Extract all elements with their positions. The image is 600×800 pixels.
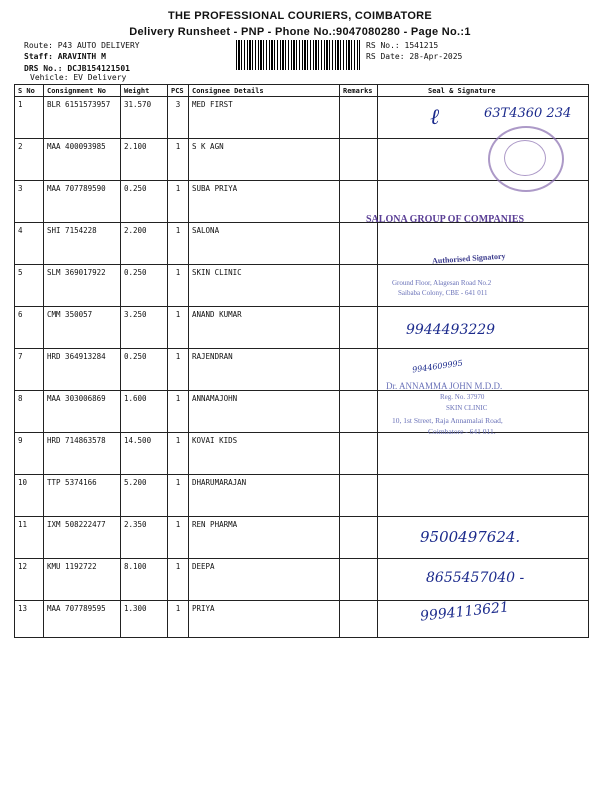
cell-pcs: 1 (168, 517, 189, 559)
handwritten-number-row7: 9944609995 (411, 358, 464, 375)
handwritten-number-row6: 9944493229 (406, 322, 496, 338)
doctor-stamp-address2: Coimbatore - 641 011. (428, 427, 496, 436)
cell-sno: 1 (15, 97, 44, 139)
authorised-signatory-stamp: Authorised Signatory (431, 251, 506, 266)
table-row (15, 391, 589, 433)
cell-weight: 2.200 (121, 223, 168, 265)
cell-sno: 9 (15, 433, 44, 475)
cell-remarks (340, 475, 378, 517)
cell-consignee: S K AGN (189, 139, 340, 181)
col-header-consignee: Consignee Details (189, 85, 340, 97)
salona-address-line1: Ground Floor, Alagesan Road No.2 (392, 279, 492, 287)
cell-remarks (340, 517, 378, 559)
cell-consignment: MAA 707789595 (44, 601, 121, 638)
cell-weight: 3.250 (121, 307, 168, 349)
col-header-weight: Weight (121, 85, 168, 97)
company-title: THE PROFESSIONAL COURIERS, COIMBATORE (167, 10, 433, 22)
cell-consignee: DHARUMARAJAN (189, 475, 340, 517)
drs-label: DRS No.: DCJB154121501 (24, 64, 130, 73)
table-row (15, 307, 589, 349)
cell-sno: 3 (15, 181, 44, 223)
cell-remarks (340, 307, 378, 349)
cell-sno: 5 (15, 265, 44, 307)
cell-pcs: 3 (168, 97, 189, 139)
cell-sno: 13 (15, 601, 44, 638)
cell-consignee: REN PHARMA (189, 517, 340, 559)
cell-pcs: 1 (168, 475, 189, 517)
cell-remarks (340, 391, 378, 433)
col-header-consignment: Consignment No (44, 85, 121, 97)
cell-pcs: 1 (168, 265, 189, 307)
cell-consignment: IXM 508222477 (44, 517, 121, 559)
cell-sno: 11 (15, 517, 44, 559)
cell-sno: 7 (15, 349, 44, 391)
cell-sno: 8 (15, 391, 44, 433)
cell-consignee: RAJENDRAN (189, 349, 340, 391)
cell-remarks (340, 97, 378, 139)
cell-weight: 31.570 (121, 97, 168, 139)
handwritten-number-row1: 63T4360 234 (484, 106, 572, 121)
cell-pcs: 1 (168, 223, 189, 265)
cell-weight: 8.100 (121, 559, 168, 601)
round-seal-stamp (488, 126, 564, 192)
salona-company-stamp: SALONA GROUP OF COMPANIES (366, 214, 525, 225)
cell-sno: 2 (15, 139, 44, 181)
cell-pcs: 1 (168, 601, 189, 638)
cell-remarks (340, 559, 378, 601)
cell-remarks (340, 601, 378, 638)
handwritten-number-row13: 9994113621 (419, 599, 510, 625)
cell-consignee: DEEPA (189, 559, 340, 601)
cell-consignment: SHI 7154228 (44, 223, 121, 265)
cell-remarks (340, 433, 378, 475)
cell-weight: 5.200 (121, 475, 168, 517)
cell-weight: 2.350 (121, 517, 168, 559)
cell-remarks (340, 223, 378, 265)
barcode (236, 40, 360, 70)
cell-consignee: PRIYA (189, 601, 340, 638)
table-row (15, 475, 589, 517)
cell-signature (378, 433, 589, 475)
cell-weight: 0.250 (121, 349, 168, 391)
col-header-sno: S No (15, 85, 44, 97)
runsheet-subtitle: Delivery Runsheet - PNP - Phone No.:9047080280 - Page No.:1 (129, 26, 471, 38)
cell-pcs: 1 (168, 559, 189, 601)
vehicle-label: Vehicle: EV Delivery (30, 73, 127, 82)
table-row (15, 265, 589, 307)
cell-weight: 14.500 (121, 433, 168, 475)
doctor-stamp-clinic: SKIN CLINIC (446, 404, 488, 412)
cell-remarks (340, 139, 378, 181)
cell-sno: 10 (15, 475, 44, 517)
cell-consignment: MAA 303006869 (44, 391, 121, 433)
salona-address-line2: Saibaba Colony, CBE - 641 011 (398, 289, 488, 297)
cell-consignee: MED FIRST (189, 97, 340, 139)
cell-consignee: KOVAI KIDS (189, 433, 340, 475)
cell-weight: 1.600 (121, 391, 168, 433)
cell-sno: 6 (15, 307, 44, 349)
col-header-signature: Seal & Signature (378, 85, 589, 97)
cell-consignee: SUBA PRIYA (189, 181, 340, 223)
cell-sno: 12 (15, 559, 44, 601)
doctor-stamp-name: Dr. ANNAMMA JOHN M.D.D. (386, 381, 503, 391)
cell-consignee: ANAND KUMAR (189, 307, 340, 349)
table-row (15, 349, 589, 391)
col-header-pcs: PCS (168, 85, 189, 97)
cell-pcs: 1 (168, 349, 189, 391)
rs-number: RS No.: 1541215 (366, 41, 439, 50)
cell-consignment: BLR 6151573957 (44, 97, 121, 139)
cell-weight: 0.250 (121, 265, 168, 307)
table-header-row (15, 85, 589, 97)
col-header-remarks: Remarks (340, 85, 378, 97)
cell-remarks (340, 349, 378, 391)
cell-consignment: HRD 364913284 (44, 349, 121, 391)
route-label: Route: P43 AUTO DELIVERY (24, 41, 140, 50)
staff-label: Staff: ARAVINTH M (24, 52, 106, 61)
cell-sno: 4 (15, 223, 44, 265)
cell-consignment: KMU 1192722 (44, 559, 121, 601)
cell-consignee: SALONA (189, 223, 340, 265)
rs-date: RS Date: 28-Apr-2025 (366, 52, 463, 61)
doctor-stamp-reg: Reg. No. 37970 (440, 393, 485, 401)
handwritten-number-row12b: 8655457040 - (426, 570, 525, 586)
cell-weight: 1.300 (121, 601, 168, 638)
cell-pcs: 1 (168, 391, 189, 433)
cell-consignment: TTP 5374166 (44, 475, 121, 517)
cell-remarks (340, 265, 378, 307)
cell-pcs: 1 (168, 433, 189, 475)
cell-signature (378, 475, 589, 517)
cell-pcs: 1 (168, 139, 189, 181)
cell-weight: 0.250 (121, 181, 168, 223)
cell-consignment: CMM 350057 (44, 307, 121, 349)
cell-consignment: MAA 400093985 (44, 139, 121, 181)
cell-consignee: ANNAMAJOHN (189, 391, 340, 433)
cell-consignment: SLM 369017922 (44, 265, 121, 307)
signature-mark-row1: ℓ (430, 105, 440, 130)
handwritten-number-row12a: 9500497624. (420, 528, 521, 546)
cell-pcs: 1 (168, 307, 189, 349)
cell-consignment: MAA 707789590 (44, 181, 121, 223)
table-row (15, 433, 589, 475)
cell-pcs: 1 (168, 181, 189, 223)
cell-consignee: SKIN CLINIC (189, 265, 340, 307)
doctor-stamp-address1: 10, 1st Street, Raja Annamalai Road, (392, 416, 503, 425)
cell-consignment: HRD 714863578 (44, 433, 121, 475)
cell-weight: 2.100 (121, 139, 168, 181)
